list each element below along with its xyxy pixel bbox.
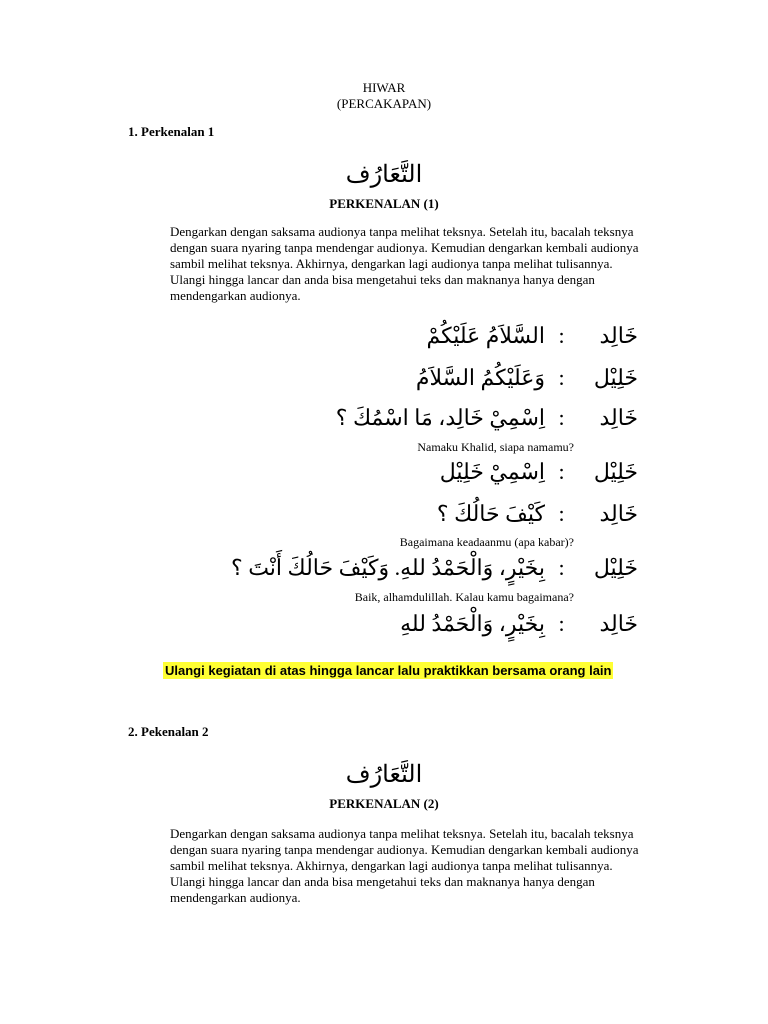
colon: : bbox=[558, 365, 565, 390]
doc-title: HIWAR bbox=[362, 80, 406, 95]
dialogue-line bbox=[336, 404, 638, 432]
speaker-name: خَلِيْل bbox=[593, 365, 638, 390]
colon: : bbox=[558, 405, 565, 430]
speaker-name: خَالِد bbox=[599, 323, 638, 348]
section1-heading: 1. Perkenalan 1 bbox=[128, 124, 215, 139]
section1-instruction: Dengarkan dengan saksama audionya tanpa melihat teksnya. Setelah itu, bacalah teksnya dengan suara nyaring tanpa mendengar audionya. Kemudian dengarkan kembali audionya sambil melihat teksnya. Akhirnya, dengarkan lagi audionya tanpa melihat tulisannya. Ulangi hingga lancar dan anda bisa mengetahui teks dan maknanya hanya dengan mendengarkan audionya. bbox=[170, 224, 639, 303]
translation: Bagaimana keadaanmu (apa kabar)? bbox=[399, 535, 574, 549]
utterance: وَعَلَيْكُمُ السَّلاَمُ bbox=[415, 365, 545, 390]
dialogue-line bbox=[440, 458, 638, 486]
dialogue-line bbox=[416, 364, 638, 392]
doc-subtitle: (PERCAKAPAN) bbox=[336, 96, 432, 111]
speaker-name: خَالِد bbox=[599, 501, 638, 526]
colon: : bbox=[558, 459, 565, 484]
utterance: اِسْمِيْ خَلِيْل bbox=[439, 459, 545, 484]
section2-heading: 2. Pekenalan 2 bbox=[128, 724, 209, 739]
speaker-name: خَالِد bbox=[599, 611, 638, 636]
utterance: اِسْمِيْ خَالِد، مَا اسْمُكَ ؟ bbox=[335, 405, 545, 430]
colon: : bbox=[558, 323, 565, 348]
utterance: بِخَيْرٍ، وَالْحَمْدُ للهِ. وَكَيْفَ حَالُكَ أَنْتَ ؟ bbox=[231, 555, 545, 580]
translation: Baik, alhamdulillah. Kalau kamu bagaimana? bbox=[354, 590, 574, 604]
section1-arabic-title: التَّعَارُف bbox=[345, 162, 423, 188]
colon: : bbox=[558, 501, 565, 526]
section2-instruction: Dengarkan dengan saksama audionya tanpa melihat teksnya. Setelah itu, bacalah teksnya dengan suara nyaring tanpa mendengar audionya. Kemudian dengarkan kembali audionya sambil melihat teksnya. Akhirnya, dengarkan lagi audionya tanpa melihat tulisannya. Ulangi hingga lancar dan anda bisa mengetahui teks dan maknanya hanya dengan mendengarkan audionya. bbox=[170, 826, 639, 905]
dialogue-line bbox=[231, 554, 638, 582]
section2-subtitle: PERKENALAN (2) bbox=[329, 796, 439, 811]
translation: Namaku Khalid, siapa namamu? bbox=[417, 440, 574, 454]
practice-note bbox=[163, 662, 613, 680]
utterance: كَيْفَ حَالُكَ ؟ bbox=[436, 501, 545, 526]
speaker-name: خَالِد bbox=[599, 405, 638, 430]
utterance: بِخَيْرٍ، وَالْحَمْدُ للهِ bbox=[400, 611, 545, 636]
speaker-name: خَلِيْل bbox=[593, 555, 638, 580]
dialogue-line bbox=[426, 322, 638, 350]
colon: : bbox=[558, 611, 565, 636]
highlighted-text: Ulangi kegiatan di atas hingga lancar lalu praktikkan bersama orang lain bbox=[165, 663, 612, 678]
section1-subtitle: PERKENALAN (1) bbox=[329, 196, 439, 211]
dialogue-line bbox=[437, 500, 638, 528]
colon: : bbox=[558, 555, 565, 580]
utterance: السَّلاَمُ عَلَيْكُمْ bbox=[426, 323, 545, 348]
speaker-name: خَلِيْل bbox=[593, 459, 638, 484]
dialogue-line bbox=[400, 610, 638, 638]
section2-arabic-title: التَّعَارُف bbox=[345, 762, 423, 788]
